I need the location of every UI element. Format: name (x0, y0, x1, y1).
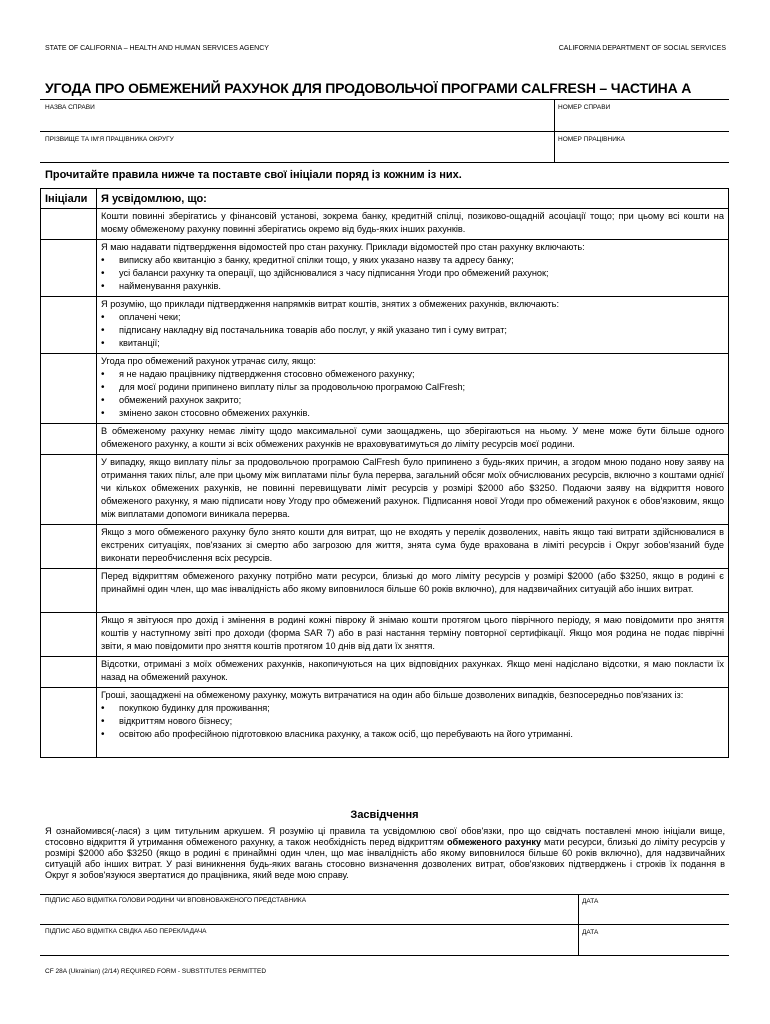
rule-bullet: • покупкою будинку для проживання; (119, 702, 724, 715)
table-row (41, 354, 729, 424)
table-row (41, 424, 729, 455)
worker-number-field[interactable] (558, 145, 727, 161)
head-signature-label: ПІДПИС АБО ВІДМІТКА ГОЛОВИ РОДИНИ ЧИ ВПОВНОВАЖЕНОГО ПРЕДСТАВНИКА (45, 897, 307, 904)
certification-text-part: Я ознайомився(-лася) з цим титульним аркушем. Я розумію ці правила та усвідомлюю свої обов'язки, про що свідчать поставлені мною ініціали вище, стосовно відкриття й утримання обмеженого рахунку, а також необхідність перед відкриттям (45, 826, 725, 847)
initials-cell[interactable] (41, 657, 97, 688)
rule-bullet: • для моєї родини припинено виплату пільг за продовольчою програмою CalFresh; (119, 381, 724, 394)
divider (40, 131, 729, 132)
initials-cell[interactable] (41, 569, 97, 613)
form-footer: CF 28A (Ukrainian) (2/14) REQUIRED FORM - SUBSTITUTES PERMITTED (45, 968, 267, 975)
date-label: ДАТА (582, 929, 599, 936)
rule-bullet: • підписану накладну від постачальника товарів або послуг, у якій указано тип і суму витрат; (119, 324, 724, 337)
date-label: ДАТА (582, 898, 599, 905)
rule-bullet: • обмежений рахунок закрито; (119, 394, 724, 407)
table-row (41, 613, 729, 657)
form-title: УГОДА ПРО ОБМЕЖЕНИЙ РАХУНОК ДЛЯ ПРОДОВОЛЬЧОЇ ПРОГРАМИ CALFRESH – ЧАСТИНА А (45, 80, 692, 96)
understand-column-header: Я усвідомлюю, що: (97, 189, 729, 209)
divider (578, 894, 579, 955)
table-row (41, 240, 729, 297)
head-signature-field[interactable] (44, 906, 578, 923)
case-number-field[interactable] (558, 113, 727, 129)
worker-number-label: НОМЕР ПРАЦІВНИКА (558, 136, 625, 143)
certification-text-part: мати ресурси, близькі до ліміту ресурсів у розмірі $2000 або $3250 (якщо в родині є принаймні один член, що має інвалідність або якому виповнилося більше 60 років включно), для надзвичайних ситуацій або інших витрат. У разі виникнення будь-яких вагань стосовно визначення дозволених витрат, обов'язкових підтверджень і строків їх подання в Округ я зобов'язуюся звертатися до працівника, який веде мою справу. (45, 837, 726, 880)
initials-cell[interactable] (41, 354, 97, 424)
rule-bullet: • освітою або професійною підготовкою власника рахунку, а також осіб, що перебувають на його утриманні. (119, 728, 724, 741)
certification-title: Засвідчення (350, 809, 419, 821)
rule-cell (97, 240, 729, 297)
table-row (41, 455, 729, 525)
rule-intro: Я маю надавати підтвердження відомостей про стан рахунку. Приклади відомостей про стан рахунку включають: (101, 242, 585, 252)
instructions: Прочитайте правила нижче та поставте свої ініціали поряд із кожним із них. (45, 169, 462, 181)
initials-cell[interactable] (41, 240, 97, 297)
rule-text: Кошти повинні зберігатись у фінансовій установі, зокрема банку, кредитній спілці, позиково-ощадній асоціації тощо; при цьому всі кошти на моєму обмеженому рахунку повинні зберігатись окремо від будь-яких інших рахунків. (97, 209, 729, 240)
witness-signature-field[interactable] (44, 937, 578, 954)
rule-cell (97, 354, 729, 424)
rule-text: Перед відкриттям обмеженого рахунку потрібно мати ресурси, близькі до мого ліміту ресурсів у розмірі $2000 (або $3250, якщо в родині є принаймні один член, що має інвалідність або якому виповнилося більше 60 років включно), для надзвичайних ситуацій або інших витрат. (97, 569, 729, 613)
agency-header-right: CALIFORNIA DEPARTMENT OF SOCIAL SERVICES (558, 45, 726, 52)
rule-intro: Гроші, заощаджені на обмеженому рахунку, можуть витрачатися на один або більше дозволених випадків, безпосередньо пов'язаних із: (101, 690, 684, 700)
table-row (41, 688, 729, 758)
divider (40, 924, 729, 925)
date-field[interactable] (582, 937, 728, 954)
initials-cell[interactable] (41, 455, 97, 525)
date-field[interactable] (582, 906, 728, 923)
rule-bullet: • змінено закон стосовно обмежених рахунків. (119, 407, 724, 420)
rule-intro: Я розумію, що приклади підтвердження напрямків витрат коштів, знятих з обмежених рахунків, включають: (101, 299, 560, 309)
initials-cell[interactable] (41, 525, 97, 569)
divider (40, 955, 729, 956)
rule-text: Якщо я звітуюся про дохід і змінення в родині кожні півроку й знімаю кошти протягом цього піврічного періоду, я маю повідомити про зняття коштів у наступному звіті про доходи (форма SAR 7) або в разі настання терміну повторної сертифікації. Якщо моя родина не подає піврічні звіти, я маю повідомити про зняття коштів протягом 10 днів від дати їх зняття. (97, 613, 729, 657)
initials-column-header: Ініціали (41, 189, 97, 209)
divider (40, 99, 729, 100)
table-header-row (41, 189, 729, 209)
rule-text: У випадку, якщо виплату пільг за продовольчою програмою CalFresh було припинено з будь-яких причин, а згодом мною подано нову заяву на отримання таких пільг, але при цьому між виплатами пільг була перерва, загальний обсяг моїх обчислюваних ресурсів, включно з коштами однієї чи кількох обмежених рахунків, не повинні перевищувати ліміт ресурсів у розмірі $2000 або $3250. Подаючи заяву на відкриття нового обмеженого рахунку, я маю підписати нову Угоду про обмежений рахунок. Підписання нової Угоди про обмежений рахунок є обов'язковим, якщо між виплатами допомоги виникала перерва. (97, 455, 729, 525)
rule-cell (97, 297, 729, 354)
agency-header-left: STATE OF CALIFORNIA – HEALTH AND HUMAN SERVICES AGENCY (45, 45, 269, 52)
worker-name-field[interactable] (44, 145, 553, 161)
rule-bullet: • виписку або квитанцію з банку, кредитної спілки тощо, у яких указано назву та адресу банку; (119, 254, 724, 267)
initials-cell[interactable] (41, 688, 97, 758)
rule-intro: Угода про обмежений рахунок утрачає силу, якщо: (101, 356, 316, 366)
rules-table (40, 188, 729, 758)
table-row (41, 657, 729, 688)
case-name-field[interactable] (44, 113, 553, 129)
initials-cell[interactable] (41, 424, 97, 455)
witness-signature-label: ПІДПИС АБО ВІДМІТКА СВІДКА АБО ПЕРЕКЛАДАЧА (45, 928, 207, 935)
rule-bullet: • найменування рахунків. (119, 280, 724, 293)
initials-cell[interactable] (41, 209, 97, 240)
certification-text-bold: обмеженого рахунку (446, 837, 542, 847)
rule-text: Якщо з мого обмеженого рахунку було знято кошти для витрат, що не входять у перелік дозволених, навіть якщо такі витрати здійснювалися в екстрених ситуаціях, пов'язаних зі смертю або загрозою для життя, знята сума буде врахована в ліміті ресурсів і Округ зобов'язаний буде виконати переобчислення всіх ресурсів. (97, 525, 729, 569)
rule-bullet: • квитанції; (119, 337, 724, 350)
rule-bullet: • оплачені чеки; (119, 311, 724, 324)
divider (40, 894, 729, 895)
rule-text: Відсотки, отримані з моїх обмежених рахунків, накопичуються на цих відповідних рахунках. Якщо мені надіслано відсотки, я маю покласти їх назад на обмежений рахунок. (97, 657, 729, 688)
table-row (41, 525, 729, 569)
table-row (41, 297, 729, 354)
divider (40, 162, 729, 163)
table-row (41, 209, 729, 240)
initials-cell[interactable] (41, 613, 97, 657)
rule-bullet: • я не надаю працівнику підтвердження стосовно обмеженого рахунку; (119, 368, 724, 381)
rule-bullet: • усі баланси рахунку та операції, що здійснювалися з часу підписання Угоди про обмежений рахунок; (119, 267, 724, 280)
rule-cell (97, 688, 729, 758)
table-row (41, 569, 729, 613)
rule-text: В обмеженому рахунку немає ліміту щодо максимальної суми заощаджень, що зберігаються на ньому. У мене може бути більше одного обмеженого рахунку, а кошти зі всіх обмежених рахунків не враховуватимуться до ліміту ресурсів моєї родини. (97, 424, 729, 455)
case-name-label: НАЗВА СПРАВИ (45, 104, 95, 111)
worker-name-label: ПРІЗВИЩЕ ТА ІМ'Я ПРАЦІВНИКА ОКРУГУ (45, 136, 174, 143)
initials-cell[interactable] (41, 297, 97, 354)
rule-bullet: • відкриттям нового бізнесу; (119, 715, 724, 728)
divider (554, 99, 555, 162)
case-number-label: НОМЕР СПРАВИ (558, 104, 611, 111)
certification-text (45, 826, 725, 881)
